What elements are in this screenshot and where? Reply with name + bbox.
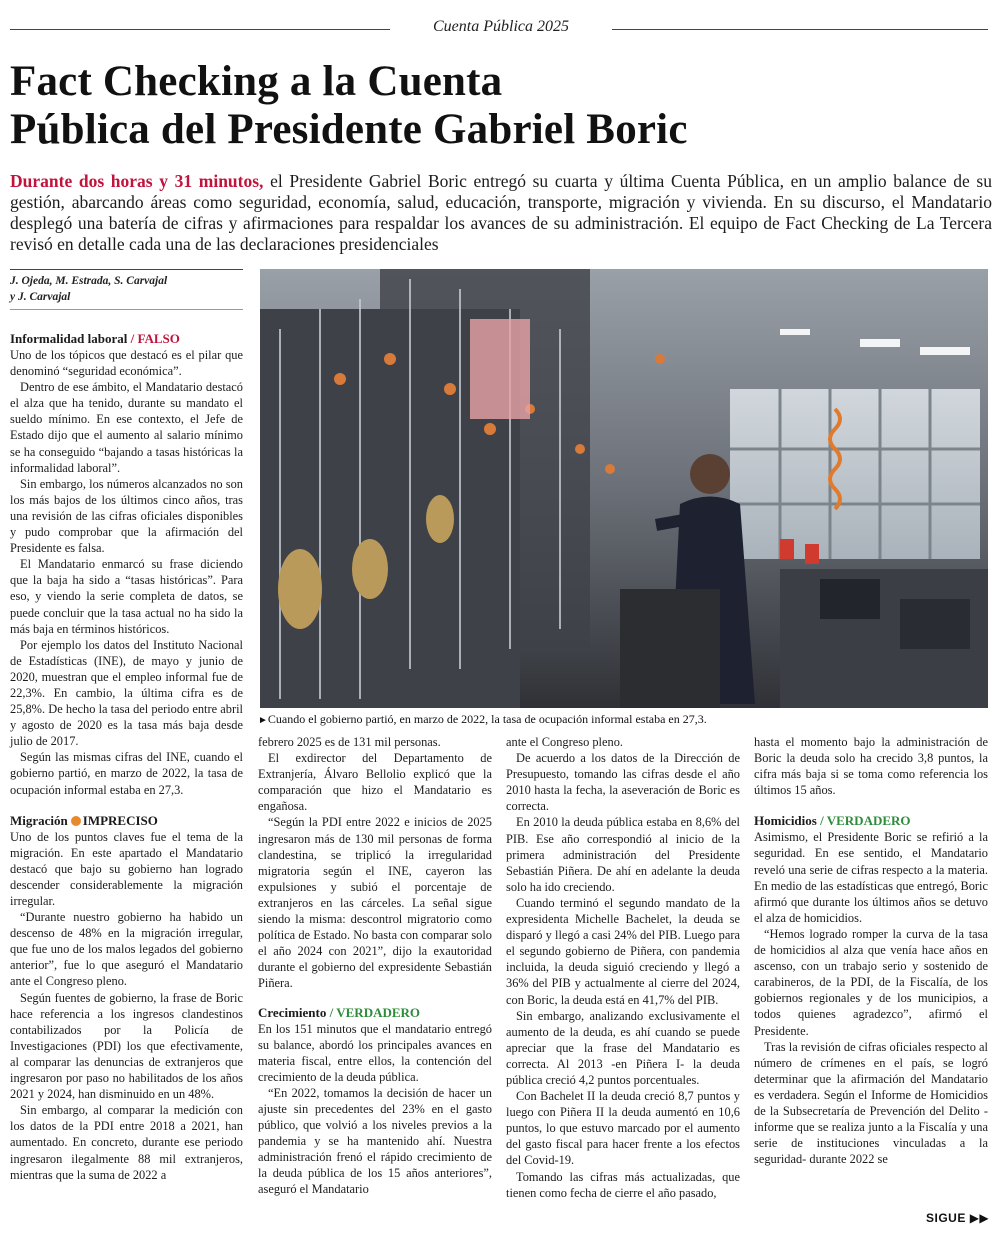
migracion-cont-paragraph: El exdirector del Departamento de Extranjería, Álvaro Bellolio explicó que la comparación que hizo el Mandatario es engañosa. [258, 751, 492, 814]
sigue-label: SIGUE [926, 1211, 966, 1225]
crecimiento-cont2-paragraph: hasta el momento bajo la administración de Boric la deuda solo ha crecido 3,8 puntos, la cifra más baja si se toma como referencia los últimos 15 años. [754, 735, 988, 798]
crecimiento-cont-paragraph: Cuando terminó el segundo mandato de la expresidenta Michelle Bachelet, la deuda se disparó y llegó a casi 24% del PIB. Luego para el segundo gobierno de Piñera, con pandemia incluida, la deuda siguió creciendo y llegó a 36% del PIB y actualmente al cierre del 2024, con Boric, la deuda está en 41,7% del PIB. [506, 895, 740, 1007]
caption-text: Cuando el gobierno partió, en marzo de 2022, la tasa de ocupación informal estaba en 27,3. [267, 712, 707, 726]
homicidios-paragraph: Tras la revisión de cifras oficiales respecto al número de crímenes en el país, se logró determinar que la afirmación del Mandatario es verdadera. Según el Informe de Homicidios de la Subsecretaría de Prevención del Delito -informe que se realiza junto a la Fiscalía y una serie de instituciones vinculadas a la seguridad- durante 2022 se [754, 1039, 988, 1167]
imprecise-dot-icon [71, 816, 81, 826]
verdict-homicidios: VERDADERO [826, 813, 911, 829]
informalidad-paragraph: Por ejemplo los datos del Instituto Nacional de Estadísticas (INE), de mayo y junio de 2020, muestran que el empleo informal fue de 22,3%. En cambio, la última cifra es de 25,8%. De hecho la tasa del periodo entre abril y agosto de 2020 es la tasa más baja desde julio de 2017. [10, 637, 243, 749]
verdict-migracion: IMPRECISO [82, 812, 158, 828]
informalidad-paragraph: Según las mismas cifras del INE, cuando el gobierno partió, en marzo de 2022, la tasa de ocupación informal estaba en 27,3. [10, 750, 243, 797]
headline [10, 58, 995, 154]
heading-informalidad [10, 330, 243, 347]
section-rule-left [10, 29, 390, 30]
crecimiento-paragraph: En los 151 minutos que el mandatario entregó su balance, abordó los principales avances en materia fiscal, entre ellos, la contención del crecimiento de la deuda pública. [258, 1021, 492, 1084]
headline-line-1: Fact Checking a la Cuenta [10, 58, 503, 105]
heading-homicidios-sep: / [816, 813, 827, 829]
migracion-cont-paragraph: febrero 2025 es de 131 mil personas. [258, 735, 441, 749]
photo-caption [258, 712, 993, 728]
lead-highlight: Durante dos horas y 31 minutos, [10, 171, 264, 191]
crecimiento-cont-paragraph: En 2010 la deuda pública estaba en 8,6% del PIB. Ese año correspondió al inicio de la primera administración del Presidente Sebastián Piñera. De ahí en adelante la deuda solo ha ido creciendo. [506, 815, 740, 894]
informalidad-paragraph: Uno de los tópicos que destacó es el pilar que denominó “seguridad económica”. [10, 348, 243, 379]
column-4 [754, 734, 988, 1167]
double-arrow-icon: ▶▶ [969, 1211, 990, 1225]
heading-crecimiento [258, 1004, 492, 1021]
crecimiento-cont-paragraph: Sin embargo, analizando exclusivamente el aumento de la deuda, es ahí cuando se puede apreciar que la frase del Mandatario es correcta. Al 2013 -en Piñera I- la deuda pública creció 4,2 puntos porcentuales. [506, 1008, 740, 1087]
heading-homicidios [754, 812, 988, 829]
homicidios-paragraph: Asimismo, el Presidente Boric se refirió a la seguridad. En ese sentido, el Mandatario reveló una serie de cifras respecto a la materia. En medio de las estadísticas que entregó, Boric afirmó que durante los últimos años se detuvo el alza de homicidios. [754, 830, 988, 925]
byline-rule-top [10, 269, 243, 270]
byline-line-2: y J. Carvajal [10, 291, 71, 303]
byline-rule-bottom [10, 309, 243, 310]
crecimiento-cont-paragraph: ante el Congreso pleno. [506, 735, 623, 749]
factory-photo-illustration [260, 269, 988, 708]
informalidad-paragraph: Sin embargo, los números alcanzados no son los más bajos de los últimos cinco años, tras una revisión de las cifras oficiales disponibles y pudo comprobar que la afirmación del Presidente es falsa. [10, 476, 243, 556]
caption-marker: ► [258, 715, 268, 726]
factory-photo [260, 269, 988, 708]
crecimiento-cont-paragraph: Tomando las cifras más actualizadas, que tienen como fecha de cierre el año pasado, [506, 1169, 740, 1200]
verdict-informalidad: FALSO [137, 331, 180, 346]
heading-crecimiento-title: Crecimiento [258, 1004, 327, 1020]
heading-homicidios-title: Homicidios [754, 813, 817, 829]
continue-indicator [926, 1211, 989, 1225]
heading-migracion-title: Migración [10, 812, 68, 828]
column-2 [258, 734, 492, 1198]
byline-line-1: J. Ojeda, M. Estrada, S. Carvajal [10, 275, 168, 287]
crecimiento-cont-paragraph: De acuerdo a los datos de la Dirección de Presupuesto, tomando las cifras desde el año 2010 hasta la fecha, la aseveración de Boric es correcta. [506, 751, 740, 814]
byline [10, 273, 245, 305]
migracion-paragraph: Sin embargo, al comparar la medición con los datos de la PDI entre 2018 a 2021, han aumentado. En concreto, durante ese periodo ingresaron ilegalmente 88 mil extranjeros, mientras que la suma de 2022 a [10, 1103, 243, 1182]
migracion-paragraph: Según fuentes de gobierno, la frase de Boric hace referencia a los ingresos clandestinos contabilizados por la Policía de Investigaciones (PDI) los que efectivamente, al comparar las denuncias de extranjeros que ingresaron por paso no habilitados de los años 2021 y 2024, han disminuido en un 48%. [10, 990, 243, 1102]
lead-text: el Presidente Gabriel Boric entregó su cuarta y última Cuenta Pública, en un amplio balance de su gestión, abarcando áreas como seguridad, economía, salud, educación, transporte, migración y vivienda. En su discurso, el Mandatario desplegó una batería de cifras y afirmaciones para respaldar los avances de su administración. El equipo de Fact Checking de La Tercera revisó en detalle cada una de las declaraciones presidenciales [10, 171, 992, 254]
heading-migracion [10, 812, 243, 829]
heading-crecimiento-sep: / [326, 1004, 337, 1020]
headline-line-2: Pública del Presidente Gabriel Boric [10, 106, 688, 153]
homicidios-paragraph: “Hemos logrado romper la curva de la tasa de homicidios al alza que venía hace años en ascenso, con un trabajo serio y sostenido de carabineros, de la PDI, de la Fiscalía, de los gobiernos regionales y de los municipios, a todos quienes agradezco”, afirmó el Presidente. [754, 926, 988, 1038]
heading-informalidad-sep: / [127, 331, 138, 346]
crecimiento-cont-paragraph: Con Bachelet II la deuda creció 8,7 puntos y luego con Piñera II la deuda aumentó en 10,6 puntos, lo que estuvo marcado por el aumento del gasto fiscal para hacer frente a los efectos del Covid-19. [506, 1089, 740, 1168]
section-label: Cuenta Pública 2025 [390, 18, 612, 36]
crecimiento-paragraph: “En 2022, tomamos la decisión de hacer un ajuste sin precedentes del 23% en el gasto público, que volvió a los niveles previos a la pandemia y se ha mantenido ahí. Nuestra administración frenó el rápido crecimiento de la deuda pública de los 15 años anteriores”, aseguró el Mandatario [258, 1085, 492, 1197]
heading-informalidad-title: Informalidad laboral [10, 331, 128, 346]
lead-paragraph [10, 171, 992, 255]
section-rule-right [612, 29, 988, 30]
migracion-cont-paragraph: “Según la PDI entre 2022 e inicios de 2025 ingresaron más de 130 mil personas de forma clandestina, se triplicó la irregularidad migratoria según el INE, cayeron las expulsiones y subió el porcentaje de extranjeros en las cárceles. La señal sigue siendo la misma: descontrol migratorio como política de Estado. No basta con comparar solo el año 2024 con 2021”, dijo la exautoridad durante el gobierno del expresidente Sebastián Piñera. [258, 815, 492, 991]
informalidad-paragraph: Dentro de ese ámbito, el Mandatario destacó el alza que ha tenido, durante su mandato el sueldo mínimo. En ese contexto, el Jefe de Estado dijo que el aumento al salario mínimo se ha conseguido “bajando a tasas históricas la informalidad laboral”. [10, 380, 243, 475]
migracion-paragraph: Uno de los puntos claves fue el tema de la migración. En este apartado el Mandatario destacó que bajo su gobierno han logrado descender considerablemente la migración irregular. [10, 829, 243, 908]
column-3 [506, 734, 740, 1201]
migracion-paragraph: “Durante nuestro gobierno ha habido un descenso de 48% en la migración irregular, que fue uno de los malos legados del gobierno anterior”, fue lo que aseguró el Mandatario ante el Congreso pleno. [10, 910, 243, 989]
verdict-crecimiento: VERDADERO [336, 1004, 421, 1020]
informalidad-paragraph: El Mandatario enmarcó su frase diciendo que la baja ha sido a “tasas históricas”. Para eso, y viendo la serie completa de datos, se puede concluir que la tasa actual no ha sido la más baja en términos históricos. [10, 557, 243, 636]
column-1 [10, 330, 243, 1183]
